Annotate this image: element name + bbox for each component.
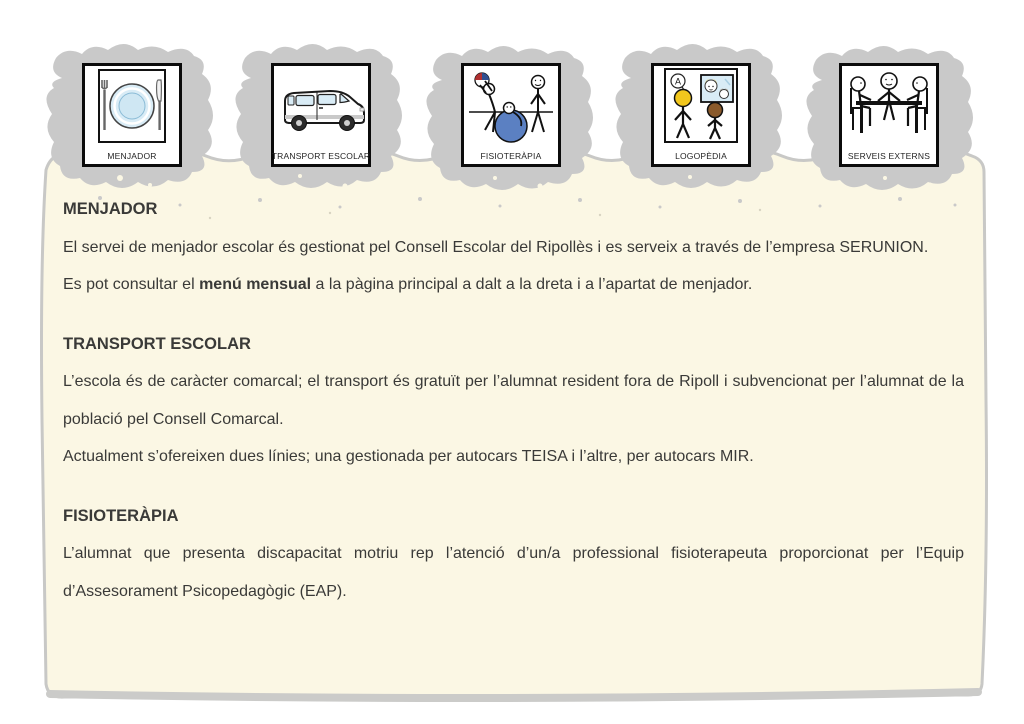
meeting-table-icon — [843, 68, 935, 144]
section-heading: TRANSPORT ESCOLAR — [63, 334, 251, 353]
meal-plate-icon — [86, 68, 178, 144]
pictogram-card-transport-escolar — [271, 63, 371, 167]
speech-bubble-letter: A — [674, 76, 682, 87]
pictogram-row — [0, 0, 1024, 180]
service-section-2 — [63, 498, 964, 611]
paragraph — [63, 363, 964, 438]
section-heading: FISIOTERÀPIA — [63, 506, 179, 525]
body-text: L’alumnat que presenta discapacitat motriu rep l’atenció d’un/a professional fisioterapeuta proporcionat per l’Equip d’Assesorament Psicopedagògic (EAP). — [63, 545, 964, 600]
paragraph — [63, 229, 964, 267]
pictogram-label: FISIOTERÀPIA — [480, 151, 542, 161]
pictogram-card-menjador — [82, 63, 182, 167]
pictogram-card-fisioterapia — [461, 63, 561, 167]
school-van-icon — [275, 68, 367, 144]
pictogram-label: SERVEIS EXTERNS — [847, 151, 931, 161]
body-text: El servei de menjador escolar és gestionat pel Consell Escolar del Ripollès i es serveix a través de l’empresa SERUNION. — [63, 238, 929, 256]
paragraph — [63, 438, 964, 476]
services-text — [63, 191, 964, 610]
pictogram-label: LOGOPÈDIA — [675, 151, 727, 161]
pictogram-card-serveis-externs — [839, 63, 939, 167]
service-section-1 — [63, 326, 964, 476]
physio-ball-icon — [465, 68, 557, 144]
service-section-0 — [63, 191, 964, 304]
speech-mirror-icon — [655, 68, 747, 144]
body-text: Actualment s’ofereixen dues línies; una gestionada per autocars TEISA i l’altre, per autocars MIR. — [63, 448, 754, 465]
pictogram-label: TRANSPORT ESCOLAR — [271, 151, 371, 161]
pictogram-label: MENJADOR — [107, 151, 157, 161]
pictogram-card-logopedia — [651, 63, 751, 167]
body-text: Es pot consultar el — [63, 276, 200, 293]
paragraph — [63, 266, 964, 304]
paragraph — [63, 535, 964, 610]
body-text: L’escola és de caràcter comarcal; el transport és gratuït per l’alumnat resident fora de Ripoll i subvencionat per l’alumnat de la població pel Consell Comarcal. — [63, 373, 964, 428]
section-heading: MENJADOR — [63, 200, 158, 218]
body-text: a la pàgina principal a dalt a la dreta i a l’apartat de menjador. — [311, 276, 753, 293]
bold-text: menú mensual — [199, 276, 312, 293]
